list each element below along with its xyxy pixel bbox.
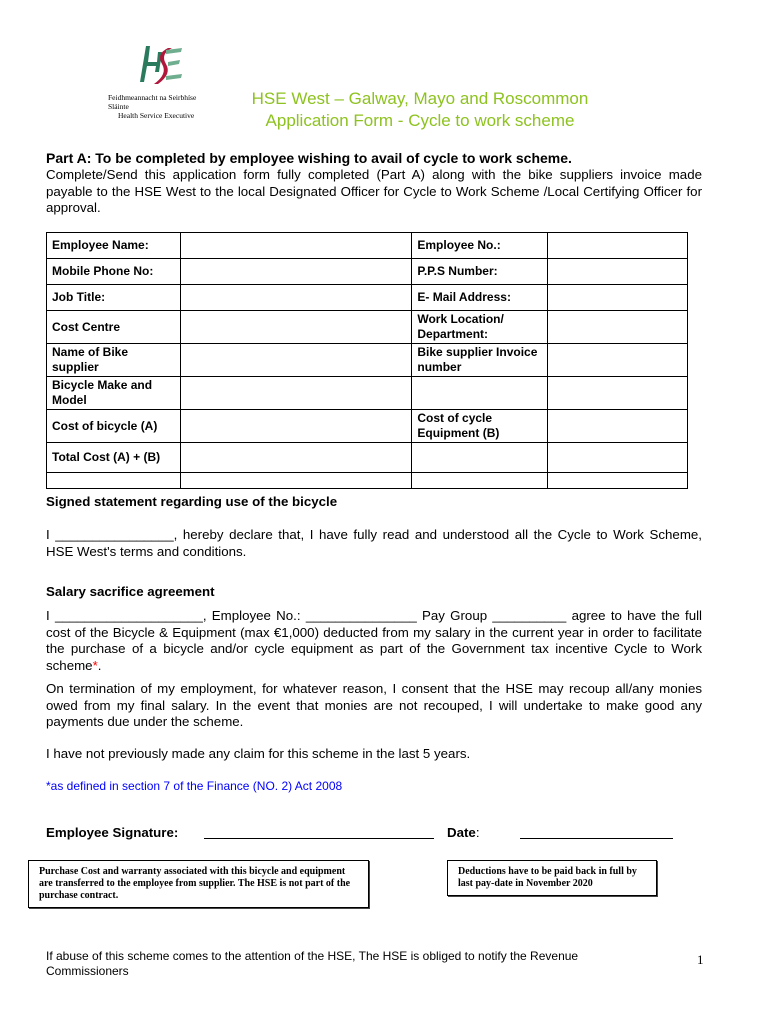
field-label: Employee Name:: [47, 233, 181, 259]
part-a-heading: Part A: To be completed by employee wishing to avail of cycle to work scheme.: [46, 150, 572, 166]
field-label: Job Title:: [47, 285, 181, 311]
date-line[interactable]: [520, 838, 673, 839]
footer-text: If abuse of this scheme comes to the attention of the HSE, The HSE is obliged to notify the Revenue Commissioners: [46, 949, 579, 978]
title-line1: HSE West – Galway, Mayo and Roscommon: [251, 89, 589, 108]
field-label: Name of Bike supplier: [47, 344, 181, 377]
field-label: [412, 377, 548, 410]
purchase-cost-note: Purchase Cost and warranty associated with this bicycle and equipment are transferred to the employee from supplier. The HSE is not part of the purchase contract.: [28, 860, 369, 908]
table-row: [47, 285, 688, 311]
employee-signature-label: Employee Signature:: [46, 825, 179, 840]
field-label: E- Mail Address:: [412, 285, 548, 311]
field-input[interactable]: [180, 443, 412, 473]
field-input[interactable]: [548, 410, 688, 443]
field-input[interactable]: [548, 344, 688, 377]
employee-details-table: [46, 232, 688, 489]
field-input[interactable]: [180, 377, 412, 410]
salary-text: I ____________________, Employee No.: _______________ Pay Group __________ agree to have the full cost of the Bicycle & Equipment (max €1,000) deducted from my salary in the current year in order to facilitate the purchase of a bicycle and/or cycle equipment as part of the Government tax incentive Cycle to Work scheme: [46, 608, 702, 673]
field-label: Total Cost (A) + (B): [47, 443, 181, 473]
previous-claim-text: I have not previously made any claim for this scheme in the last 5 years.: [46, 746, 471, 761]
logo-text-irish: Feidhmeannacht na Seirbhíse Sláinte: [108, 93, 197, 111]
date-label-text: Date: [447, 825, 476, 840]
field-input[interactable]: [548, 259, 688, 285]
colon: :: [475, 825, 480, 840]
table-row: [47, 344, 688, 377]
date-label: [447, 825, 480, 840]
field-label: [412, 443, 548, 473]
logo-text-english: Health Service Executive: [118, 111, 195, 120]
salary-sacrifice-heading: Salary sacrifice agreement: [46, 584, 215, 599]
asterisk: *: [92, 657, 98, 673]
field-label: P.P.S Number:: [412, 259, 548, 285]
field-input[interactable]: [180, 410, 412, 443]
field-label: Employee No.:: [412, 233, 548, 259]
field-input[interactable]: [180, 473, 412, 489]
hse-logo-icon: [108, 44, 208, 88]
field-input[interactable]: [180, 233, 412, 259]
field-input[interactable]: [548, 285, 688, 311]
field-input[interactable]: [180, 259, 412, 285]
table-row: [47, 443, 688, 473]
field-label: Cost Centre: [47, 311, 181, 344]
footnote: *as defined in section 7 of the Finance (NO. 2) Act 2008: [46, 779, 343, 793]
table-row: [47, 311, 688, 344]
field-label: [47, 473, 181, 489]
field-input[interactable]: [180, 285, 412, 311]
table-row: [47, 233, 688, 259]
field-label: Mobile Phone No:: [47, 259, 181, 285]
signed-statement-heading: Signed statement regarding use of the bicycle: [46, 494, 338, 509]
title-line2: Application Form - Cycle to work scheme: [265, 111, 575, 130]
salary-sacrifice-text: [46, 608, 702, 674]
field-input[interactable]: [180, 311, 412, 344]
part-a-intro: Complete/Send this application form fully completed (Part A) along with the bike suppliers invoice made payable to the HSE West to the local Designated Officer for Cycle to Work Scheme /Local Certifying Officer for approval.: [46, 167, 702, 215]
field-input[interactable]: [548, 443, 688, 473]
field-input[interactable]: [548, 473, 688, 489]
field-input[interactable]: [548, 233, 688, 259]
field-input[interactable]: [548, 377, 688, 410]
dot: .: [97, 657, 102, 673]
field-input[interactable]: [548, 311, 688, 344]
field-label: Cost of bicycle (A): [47, 410, 181, 443]
page-number: 1: [697, 952, 704, 967]
termination-text: On termination of my employment, for whatever reason, I consent that the HSE may recoup all/any monies owed from my final salary. In the event that monies are not recouped, I will undertake to make good any payments due under the scheme.: [46, 681, 702, 729]
signed-statement-text: I ________________, hereby declare that, I have fully read and understood all the Cycle to Work Scheme, HSE West's terms and conditions.: [46, 527, 702, 559]
deductions-note: Deductions have to be paid back in full by last pay-date in November 2020: [447, 860, 657, 896]
signature-line[interactable]: [204, 838, 434, 839]
table-row: [47, 259, 688, 285]
field-label: [412, 473, 548, 489]
field-label: Work Location/ Department:: [412, 311, 548, 344]
field-label: Bike supplier Invoice number: [412, 344, 548, 377]
table-row: [47, 377, 688, 410]
table-row: [47, 473, 688, 489]
table-row: [47, 410, 688, 443]
field-label: Bicycle Make and Model: [47, 377, 181, 410]
field-label: Cost of cycle Equipment (B): [412, 410, 548, 443]
field-input[interactable]: [180, 344, 412, 377]
